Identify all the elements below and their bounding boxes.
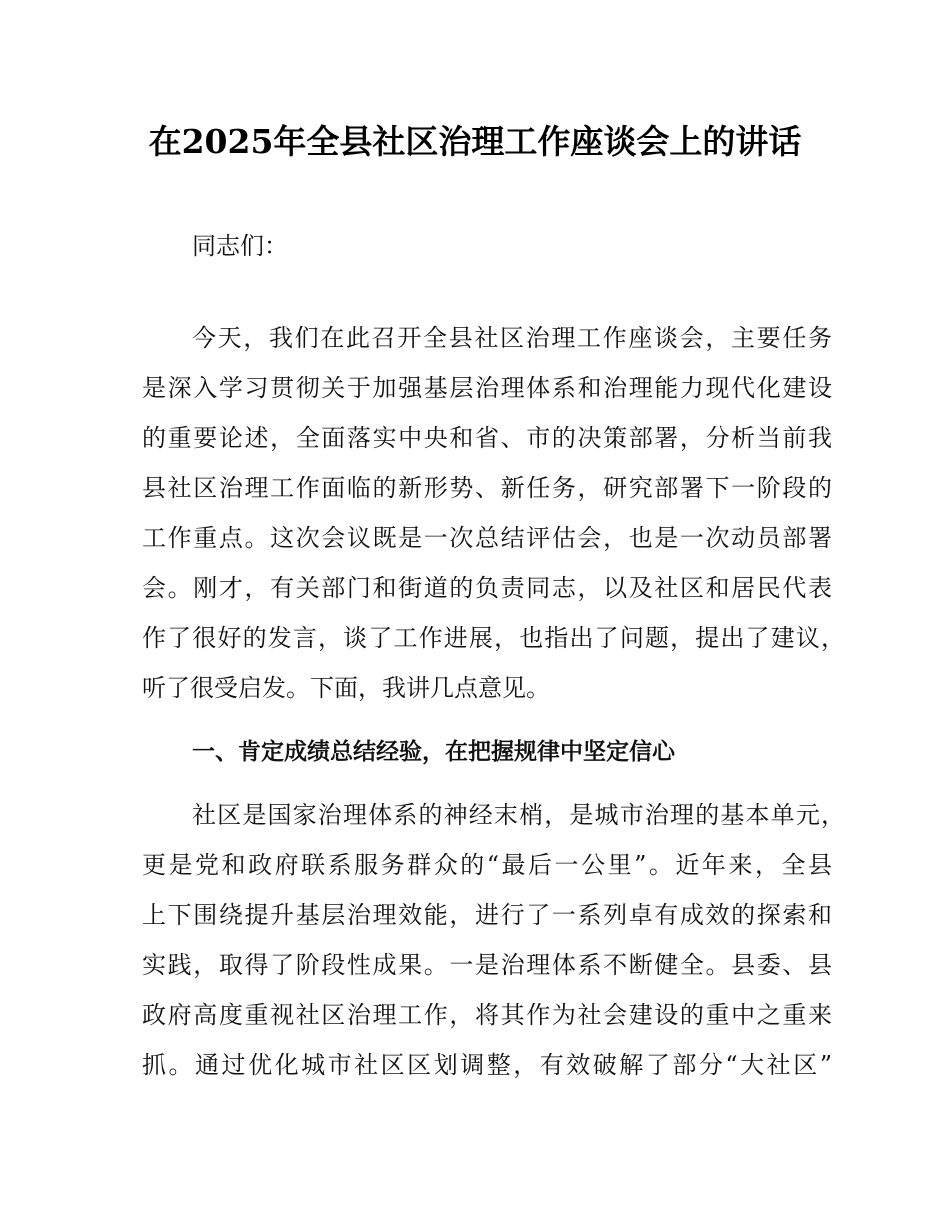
paragraph-1-line: 听了很受启发。下面，我讲几点意见。 — [142, 674, 550, 702]
section-1-line: 上下围绕提升基层治理效能，进行了一系列卓有成效的探索和 — [142, 901, 832, 929]
section-1-line: 政府高度重视社区治理工作，将其作为社会建设的重中之重来 — [142, 1001, 832, 1029]
paragraph-1-line: 是深入学习贯彻关于加强基层治理体系和治理能力现代化建设 — [142, 374, 832, 402]
section-1-heading: 一、肯定成绩总结经验，在把握规律中坚定信心 — [192, 739, 675, 765]
paragraph-1-line: 的重要论述，全面落实中央和省、市的决策部署，分析当前我 — [142, 424, 832, 452]
section-1-line: 抓。通过优化城市社区区划调整，有效破解了部分“大社区” — [142, 1051, 832, 1079]
section-1-line: 实践，取得了阶段性成果。一是治理体系不断健全。县委、县 — [142, 951, 832, 979]
paragraph-1-line: 县社区治理工作面临的新形势、新任务，研究部署下一阶段的 — [142, 474, 832, 502]
paragraph-1-line: 作了很好的发言，谈了工作进展，也指出了问题，提出了建议， — [142, 624, 845, 652]
document-title: 在2025年全县社区治理工作座谈会上的讲话 — [148, 122, 802, 161]
section-1-line: 更是党和政府联系服务群众的“最后一公里”。近年来，全县 — [142, 851, 832, 879]
paragraph-1-line: 今天，我们在此召开全县社区治理工作座谈会，主要任务 — [192, 324, 832, 352]
section-1-line: 社区是国家治理体系的神经末梢，是城市治理的基本单元， — [192, 801, 845, 829]
salutation: 同志们： — [192, 232, 288, 260]
paragraph-1-line: 工作重点。这次会议既是一次总结评估会，也是一次动员部署 — [142, 524, 832, 552]
paragraph-1-line: 会。刚才，有关部门和街道的负责同志，以及社区和居民代表 — [142, 574, 832, 602]
